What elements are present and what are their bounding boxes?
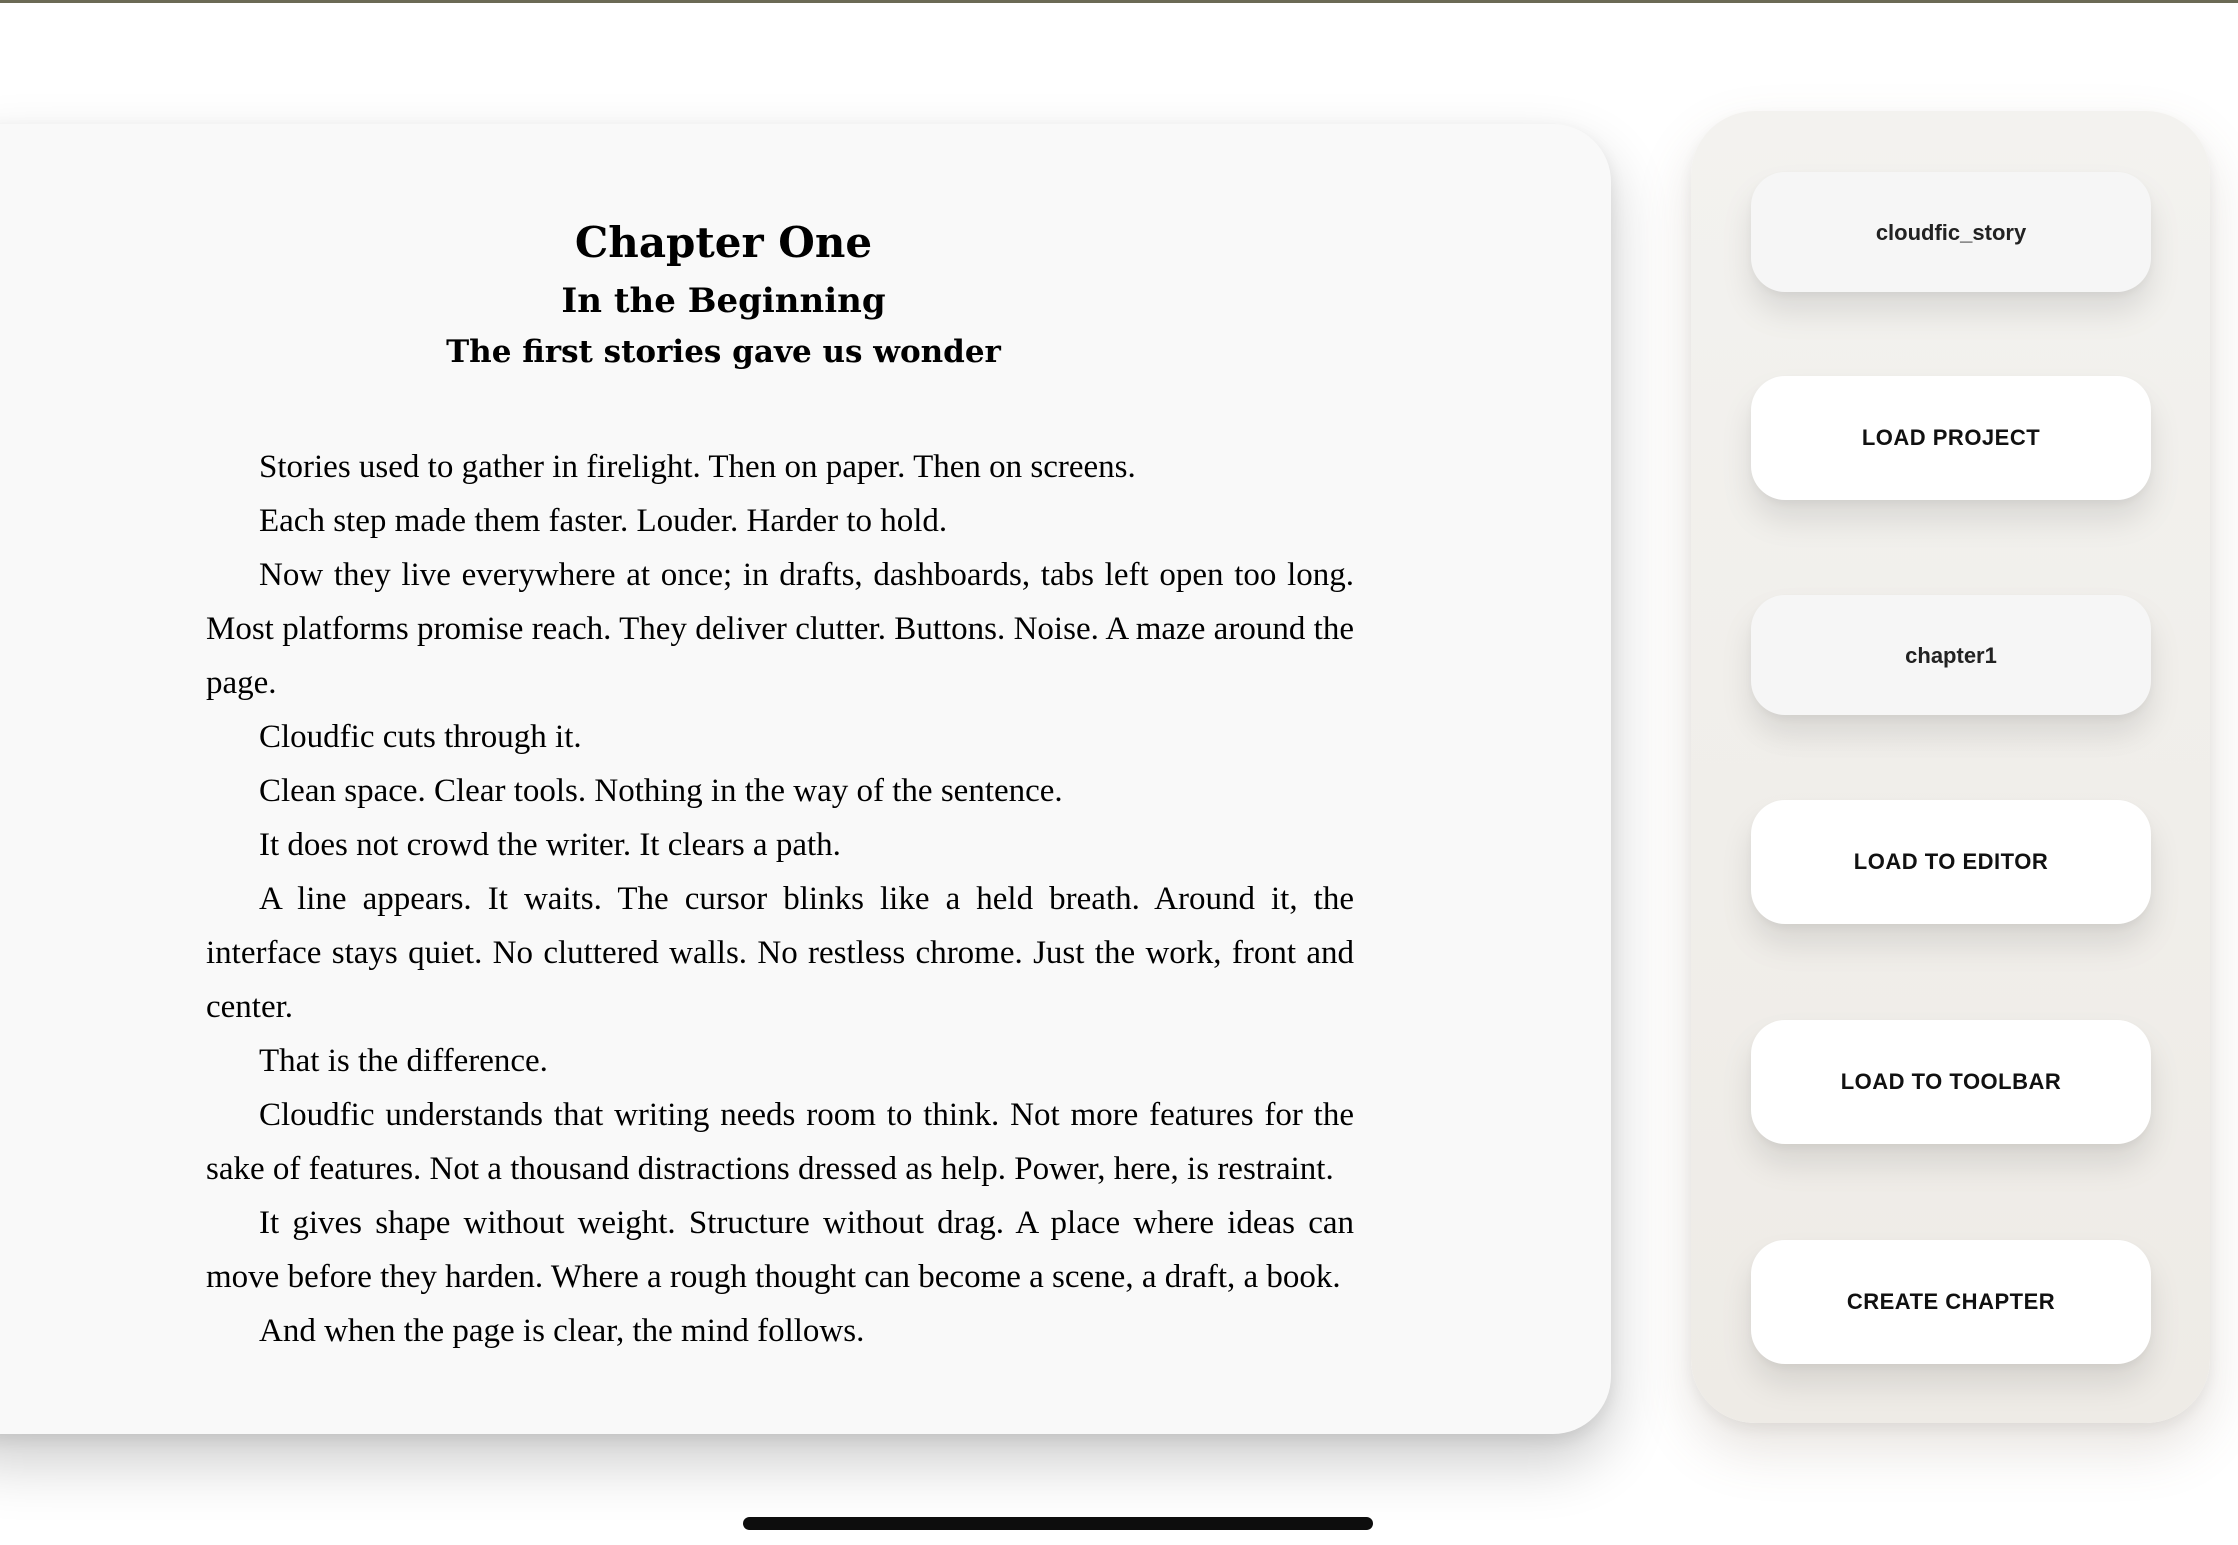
chapter-name-input[interactable]	[1751, 643, 2151, 669]
create-chapter-button[interactable]: CREATE CHAPTER	[1751, 1240, 2151, 1364]
story-paragraph: Now they live everywhere at once; in drafts, dashboards, tabs left open too long. Most platforms promise reach. They deliver clutter. Buttons. Noise. A maze around the page.	[206, 557, 1354, 701]
home-indicator	[743, 1517, 1373, 1530]
story-paragraph: It does not crowd the writer. It clears a path.	[259, 827, 841, 863]
story-paragraph: Clean space. Clear tools. Nothing in the way of the sentence.	[259, 773, 1063, 809]
chapter-name-field[interactable]	[1751, 595, 2151, 715]
story-text[interactable]	[206, 440, 1354, 1358]
story-paragraph: A line appears. It waits. The cursor blinks like a held breath. Around it, the interface stays quiet. No cluttered walls. No restless chrome. Just the work, front and center.	[206, 881, 1354, 1025]
manuscript-page[interactable]	[0, 124, 1611, 1434]
control-panel	[1691, 111, 2210, 1423]
top-divider	[0, 0, 2238, 3]
chapter-tagline: The first stories gave us wonder	[446, 334, 1001, 370]
chapter-subtitle: In the Beginning	[561, 281, 886, 321]
story-paragraph: Stories used to gather in firelight. Then on paper. Then on screens.	[259, 449, 1136, 485]
project-name-field[interactable]	[1751, 172, 2151, 292]
story-paragraph: Cloudfic understands that writing needs room to think. Not more features for the sake of features. Not a thousand distractions dressed as help. Power, here, is restraint.	[206, 1097, 1354, 1187]
story-paragraph: That is the difference.	[259, 1043, 548, 1079]
chapter-title: Chapter One	[574, 218, 873, 267]
project-name-input[interactable]	[1751, 220, 2151, 246]
story-paragraph: It gives shape without weight. Structure without drag. A place where ideas can move before they harden. Where a rough thought can become a scene, a draft, a book.	[206, 1205, 1354, 1295]
load-project-button[interactable]: LOAD PROJECT	[1751, 376, 2151, 500]
story-paragraph: Each step made them faster. Louder. Harder to hold.	[259, 503, 948, 539]
story-paragraph: Cloudfic cuts through it.	[259, 719, 582, 755]
load-to-toolbar-button[interactable]: LOAD TO TOOLBAR	[1751, 1020, 2151, 1144]
load-to-editor-button[interactable]: LOAD TO EDITOR	[1751, 800, 2151, 924]
story-paragraph: And when the page is clear, the mind follows.	[259, 1313, 865, 1349]
